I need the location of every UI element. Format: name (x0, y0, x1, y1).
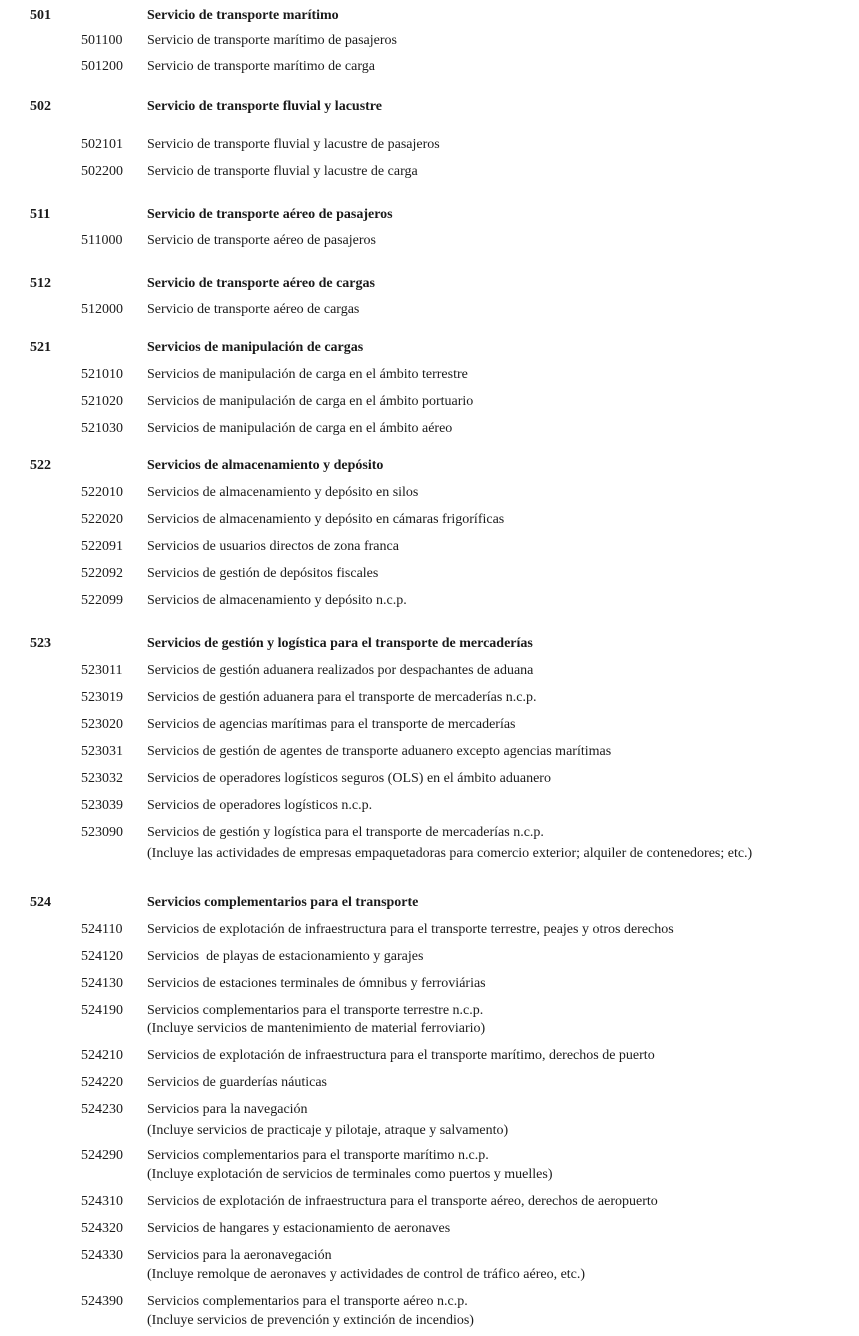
item-desc: Servicios de agencias marítimas para el transporte de mercaderías (147, 717, 516, 732)
item-code: 524230 (81, 1102, 123, 1117)
item-code: 524120 (81, 949, 123, 964)
section-title: Servicios de manipulación de cargas (147, 340, 364, 355)
item-code: 523020 (81, 717, 123, 732)
item-code: 501100 (81, 33, 123, 48)
item-code: 522091 (81, 539, 123, 554)
item-desc: Servicios para la navegación (147, 1102, 308, 1117)
item-code: 524210 (81, 1048, 123, 1063)
item-code: 501200 (81, 59, 123, 74)
item-code: 524130 (81, 976, 123, 991)
item-desc: Servicios de almacenamiento y depósito en cámaras frigoríficas (147, 512, 505, 527)
item-desc: Servicios de explotación de infraestructura para el transporte aéreo, derechos de aeropuerto (147, 1194, 658, 1209)
item-code: 523011 (81, 663, 123, 678)
section-title: Servicios complementarios para el transporte (147, 895, 419, 910)
item-code: 522010 (81, 485, 123, 500)
item-desc: Servicios de gestión de agentes de transporte aduanero excepto agencias marítimas (147, 744, 612, 759)
item-code: 524390 (81, 1294, 123, 1309)
item-desc: Servicios de explotación de infraestructura para el transporte marítimo, derechos de puerto (147, 1048, 655, 1063)
item-note: (Incluye servicios de mantenimiento de material ferroviario) (147, 1021, 486, 1036)
section-code: 524 (30, 895, 51, 910)
item-desc: Servicio de transporte fluvial y lacustre de carga (147, 164, 418, 179)
item-code: 524110 (81, 922, 123, 937)
section-title: Servicios de almacenamiento y depósito (147, 458, 384, 473)
item-code: 523039 (81, 798, 123, 813)
item-desc: Servicio de transporte aéreo de cargas (147, 302, 360, 317)
item-code: 524330 (81, 1248, 123, 1263)
item-desc: Servicios de almacenamiento y depósito en silos (147, 485, 419, 500)
item-note: (Incluye servicios de prevención y extinción de incendios) (147, 1313, 474, 1328)
item-desc: Servicios de playas de estacionamiento y garajes (147, 949, 424, 964)
section-code: 502 (30, 99, 51, 114)
item-desc: Servicio de transporte marítimo de pasajeros (147, 33, 397, 48)
item-desc: Servicios de operadores logísticos n.c.p. (147, 798, 373, 813)
item-code: 524220 (81, 1075, 123, 1090)
item-code: 524190 (81, 1003, 123, 1018)
item-desc: Servicios de manipulación de carga en el ámbito aéreo (147, 421, 453, 436)
item-desc: Servicios complementarios para el transporte terrestre n.c.p. (147, 1003, 484, 1018)
section-title: Servicio de transporte aéreo de cargas (147, 276, 375, 291)
item-desc: Servicios de operadores logísticos seguros (OLS) en el ámbito aduanero (147, 771, 551, 786)
item-desc: Servicios de gestión y logística para el transporte de mercaderías n.c.p. (147, 825, 544, 840)
item-code: 521020 (81, 394, 123, 409)
item-code: 523019 (81, 690, 123, 705)
item-desc: Servicio de transporte aéreo de pasajeros (147, 233, 376, 248)
item-note: (Incluye servicios de practicaje y pilotaje, atraque y salvamento) (147, 1123, 509, 1138)
section-title: Servicio de transporte aéreo de pasajeros (147, 207, 393, 222)
item-code: 522020 (81, 512, 123, 527)
item-note: (Incluye las actividades de empresas empaquetadoras para comercio exterior; alquiler de contenedores; etc.) (147, 846, 753, 861)
item-code: 511000 (81, 233, 123, 248)
item-desc: Servicio de transporte marítimo de carga (147, 59, 375, 74)
section-code: 501 (30, 8, 51, 23)
item-desc: Servicios de guarderías náuticas (147, 1075, 327, 1090)
item-code: 521010 (81, 367, 123, 382)
item-desc: Servicios de hangares y estacionamiento de aeronaves (147, 1221, 451, 1236)
item-desc: Servicios de explotación de infraestructura para el transporte terrestre, peajes y otros derechos (147, 922, 674, 937)
section-code: 521 (30, 340, 51, 355)
item-code: 524290 (81, 1148, 123, 1163)
item-desc: Servicios de manipulación de carga en el ámbito terrestre (147, 367, 468, 382)
section-code: 522 (30, 458, 51, 473)
item-desc: Servicios para la aeronavegación (147, 1248, 332, 1263)
item-code: 522092 (81, 566, 123, 581)
section-title: Servicio de transporte marítimo (147, 8, 339, 23)
item-code: 524310 (81, 1194, 123, 1209)
item-code: 521030 (81, 421, 123, 436)
item-desc: Servicios complementarios para el transporte aéreo n.c.p. (147, 1294, 468, 1309)
item-desc: Servicio de transporte fluvial y lacustre de pasajeros (147, 137, 440, 152)
item-desc: Servicios de almacenamiento y depósito n.c.p. (147, 593, 407, 608)
item-desc: Servicios de manipulación de carga en el ámbito portuario (147, 394, 474, 409)
section-code: 511 (30, 207, 51, 222)
section-code: 512 (30, 276, 51, 291)
section-code: 523 (30, 636, 51, 651)
item-code: 502101 (81, 137, 123, 152)
item-code: 523032 (81, 771, 123, 786)
item-desc: Servicios de gestión aduanera realizados por despachantes de aduana (147, 663, 534, 678)
item-code: 523090 (81, 825, 123, 840)
item-code: 512000 (81, 302, 123, 317)
item-note: (Incluye remolque de aeronaves y actividades de control de tráfico aéreo, etc.) (147, 1267, 586, 1282)
item-desc: Servicios de usuarios directos de zona franca (147, 539, 399, 554)
item-code: 523031 (81, 744, 123, 759)
item-desc: Servicios de estaciones terminales de ómnibus y ferroviárias (147, 976, 486, 991)
item-desc: Servicios complementarios para el transporte marítimo n.c.p. (147, 1148, 489, 1163)
section-title: Servicios de gestión y logística para el transporte de mercaderías (147, 636, 533, 651)
item-note: (Incluye explotación de servicios de terminales como puertos y muelles) (147, 1167, 553, 1182)
item-code: 522099 (81, 593, 123, 608)
item-desc: Servicios de gestión aduanera para el transporte de mercaderías n.c.p. (147, 690, 537, 705)
item-code: 524320 (81, 1221, 123, 1236)
item-desc: Servicios de gestión de depósitos fiscales (147, 566, 379, 581)
section-title: Servicio de transporte fluvial y lacustre (147, 99, 382, 114)
item-code: 502200 (81, 164, 123, 179)
